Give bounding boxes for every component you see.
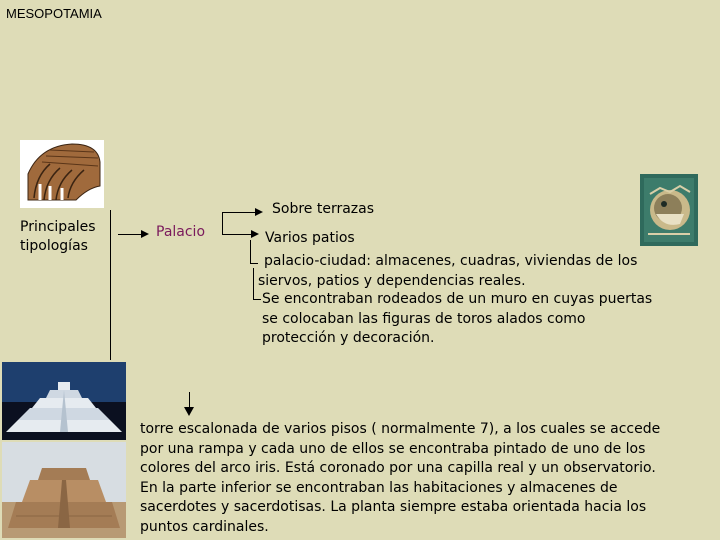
detail-walls-line1: Se encontraban rodeados de un muro en cuyas puertas (262, 291, 653, 307)
lamassu-relief-image (640, 174, 698, 246)
arrow-down-icon (184, 407, 194, 416)
typologies-label-line1: Principales (20, 219, 96, 235)
arrow-right-icon (255, 208, 263, 216)
connector-line (222, 212, 256, 213)
palacio-label: Palacio (156, 224, 206, 240)
detail-palace-city-line2: siervos, patios y dependencias reales. (258, 272, 526, 289)
page-title: MESOPOTAMIA (6, 6, 102, 21)
connector-line (253, 268, 254, 300)
ziggurat-line4: En la parte inferior se encontraban las habitaciones y almacenes de (140, 479, 618, 496)
typologies-label-line2: tipologías (20, 238, 88, 254)
ziggurat-line3: colores del arco iris. Está coronado por una capilla real y un observatorio. (140, 460, 656, 476)
detail-palace-city (258, 252, 637, 291)
ziggurat-line2: por una rampa y cada uno de ellos se encontraba pintado de uno de los (140, 440, 646, 457)
detail-walls-line3: protección y decoración. (262, 330, 435, 346)
ziggurat-description (140, 420, 660, 537)
typologies-label (20, 218, 96, 256)
detail-walls-line2: se colocaban las figuras de toros alados como (262, 310, 586, 327)
connector-line (222, 234, 252, 235)
connector-line (250, 263, 258, 264)
ziggurat-photo-image (2, 442, 126, 538)
connector-line (250, 240, 251, 264)
ziggurat-line5: sacerdotes y sacerdotisas. La planta siempre estaba orientada hacia los (140, 499, 647, 515)
ziggurat-line1: torre escalonada de varios pisos ( normalmente 7), a los cuales se accede (140, 421, 661, 437)
connector-line (253, 299, 261, 300)
connector-line (222, 212, 223, 234)
ziggurat-illustration-image (2, 362, 126, 440)
detail-palace-city-line1: palacio-ciudad: almacenes, cuadras, viviendas de los (264, 253, 638, 269)
connector-line (118, 234, 142, 235)
detail-terraces: Sobre terrazas (272, 201, 375, 217)
ziggurat-line6: puntos cardinales. (140, 518, 269, 535)
detail-patios: Varios patios (265, 230, 355, 246)
connector-line (189, 392, 190, 408)
detail-walls (262, 290, 652, 349)
vault-image (20, 140, 104, 208)
arrow-right-icon (251, 230, 259, 238)
arrow-right-icon (141, 230, 149, 238)
connector-line (110, 210, 111, 360)
